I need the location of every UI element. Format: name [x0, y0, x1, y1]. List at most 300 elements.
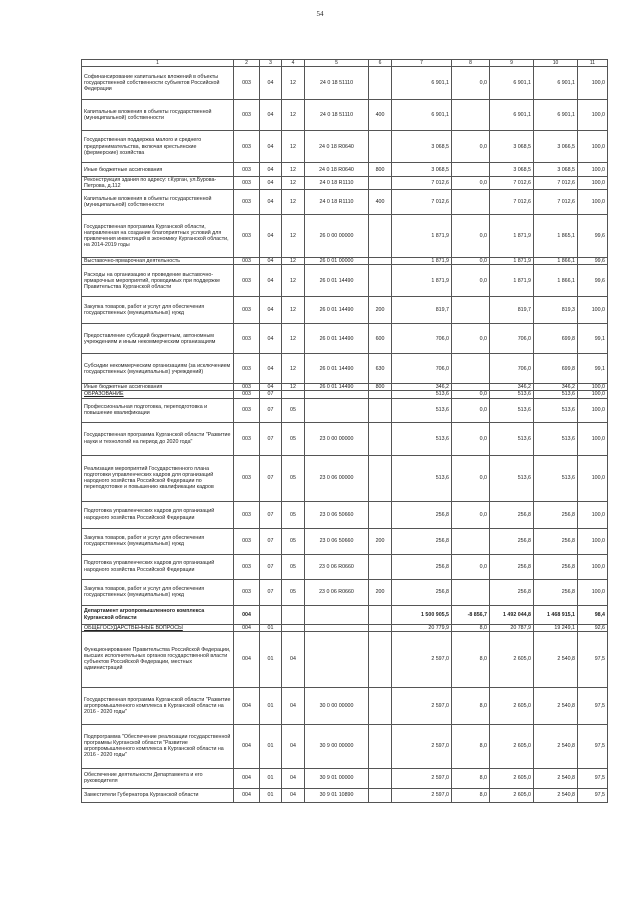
- refined-amount-cell: 1 871,9: [490, 215, 534, 258]
- expense-type-cell: 400: [369, 100, 392, 131]
- ministry-code-cell: 003: [234, 398, 260, 422]
- row-name-cell: Закупка товаров, работ и услуг для обеспечения государственных (муниципальных) нужд: [82, 579, 234, 605]
- expense-type-cell: [369, 265, 392, 297]
- ministry-code-cell: 003: [234, 455, 260, 501]
- row-name-cell: Иные бюджетные ассигнования: [82, 384, 234, 391]
- section-code-cell: [260, 605, 282, 624]
- approved-amount-cell: 1 871,9: [392, 258, 452, 265]
- percent-executed-cell: 99,1: [578, 354, 608, 384]
- percent-executed-cell: 100,0: [578, 455, 608, 501]
- executed-amount-cell: 2 540,8: [534, 788, 578, 802]
- table-row: [82, 177, 608, 190]
- change-amount-cell: 8,0: [452, 687, 490, 724]
- executed-amount-cell: 1 865,1: [534, 215, 578, 258]
- refined-amount-cell: 513,6: [490, 391, 534, 398]
- executed-amount-cell: 346,2: [534, 384, 578, 391]
- table-row: [82, 724, 608, 768]
- change-amount-cell: -8 856,7: [452, 605, 490, 624]
- table-row: [82, 554, 608, 579]
- change-amount-cell: 0,0: [452, 67, 490, 100]
- approved-amount-cell: 3 068,5: [392, 163, 452, 177]
- section-code-cell: 04: [260, 163, 282, 177]
- row-name-cell: Государственная программа Курганской области "Развитие агропромышленного комплекса в Курганской области на 2016 - 2020 годы": [82, 687, 234, 724]
- refined-amount-cell: 706,0: [490, 354, 534, 384]
- refined-amount-cell: 3 068,5: [490, 131, 534, 163]
- change-amount-cell: 0,0: [452, 324, 490, 354]
- target-article-cell: 30 9 01 10890: [305, 788, 369, 802]
- ministry-code-cell: 003: [234, 258, 260, 265]
- refined-amount-cell: 2 605,0: [490, 631, 534, 687]
- approved-amount-cell: 256,8: [392, 528, 452, 554]
- target-article-cell: 23 0 06 50660: [305, 501, 369, 528]
- table-row: [82, 788, 608, 802]
- row-name-cell: Государственная поддержка малого и среднего предпринимательства, включая крестьянские (фермерские) хозяйства: [82, 131, 234, 163]
- subsection-code-cell: 05: [282, 501, 305, 528]
- section-code-cell: 07: [260, 579, 282, 605]
- table-row: [82, 398, 608, 422]
- expense-type-cell: [369, 631, 392, 687]
- percent-executed-cell: 99,6: [578, 215, 608, 258]
- approved-amount-cell: 1 871,9: [392, 265, 452, 297]
- executed-amount-cell: 256,8: [534, 501, 578, 528]
- executed-amount-cell: 256,8: [534, 554, 578, 579]
- subsection-code-cell: [282, 391, 305, 398]
- section-code-cell: 04: [260, 265, 282, 297]
- subsection-code-cell: 05: [282, 554, 305, 579]
- executed-amount-cell: 7 012,6: [534, 177, 578, 190]
- subsection-code-cell: 04: [282, 768, 305, 788]
- target-article-cell: 30 9 01 00000: [305, 768, 369, 788]
- expense-type-cell: 800: [369, 384, 392, 391]
- section-code-cell: 07: [260, 455, 282, 501]
- executed-amount-cell: 6 901,1: [534, 100, 578, 131]
- column-number-header-row: [82, 60, 608, 67]
- row-name-cell: Реализация мероприятий Государственного плана подготовки управленческих кадров для организаций народного хозяйства Российской Федерации по переподготовке и повышению квалификации кадров: [82, 455, 234, 501]
- column-header: 3: [260, 60, 282, 67]
- change-amount-cell: 0,0: [452, 391, 490, 398]
- section-code-cell: 01: [260, 624, 282, 631]
- percent-executed-cell: 97,5: [578, 724, 608, 768]
- row-name-cell: Заместители Губернатора Курганской области: [82, 788, 234, 802]
- table-row: [82, 768, 608, 788]
- approved-amount-cell: 2 597,0: [392, 631, 452, 687]
- executed-amount-cell: 2 540,8: [534, 724, 578, 768]
- table-row: [82, 190, 608, 215]
- executed-amount-cell: 256,8: [534, 528, 578, 554]
- percent-executed-cell: 97,5: [578, 631, 608, 687]
- expense-type-cell: [369, 391, 392, 398]
- row-name-cell: Предоставление субсидий бюджетным, автономным учреждениям и иным некоммерческим организациям: [82, 324, 234, 354]
- target-article-cell: 30 9 00 00000: [305, 724, 369, 768]
- approved-amount-cell: 2 597,0: [392, 788, 452, 802]
- approved-amount-cell: 256,8: [392, 579, 452, 605]
- refined-amount-cell: 20 787,9: [490, 624, 534, 631]
- target-article-cell: 26 0 01 14490: [305, 297, 369, 324]
- change-amount-cell: 0,0: [452, 455, 490, 501]
- expense-type-cell: 200: [369, 579, 392, 605]
- column-header: 11: [578, 60, 608, 67]
- target-article-cell: 26 0 01 00000: [305, 258, 369, 265]
- section-code-cell: 04: [260, 100, 282, 131]
- subsection-code-cell: 12: [282, 190, 305, 215]
- row-name-cell: Подготовка управленческих кадров для организаций народного хозяйства Российской Федерации: [82, 501, 234, 528]
- target-article-cell: 24 0 18 R0640: [305, 163, 369, 177]
- change-amount-cell: 0,0: [452, 215, 490, 258]
- approved-amount-cell: 706,0: [392, 354, 452, 384]
- percent-executed-cell: 100,0: [578, 384, 608, 391]
- section-code-cell: 01: [260, 631, 282, 687]
- change-amount-cell: [452, 163, 490, 177]
- percent-executed-cell: 99,1: [578, 324, 608, 354]
- approved-amount-cell: 1 500 905,5: [392, 605, 452, 624]
- executed-amount-cell: 2 540,8: [534, 687, 578, 724]
- ministry-code-cell: 004: [234, 724, 260, 768]
- executed-amount-cell: 819,3: [534, 297, 578, 324]
- target-article-cell: [305, 631, 369, 687]
- table-row: [82, 265, 608, 297]
- approved-amount-cell: 513,6: [392, 391, 452, 398]
- percent-executed-cell: 100,0: [578, 100, 608, 131]
- target-article-cell: 23 0 06 R0660: [305, 554, 369, 579]
- column-header: 9: [490, 60, 534, 67]
- approved-amount-cell: 1 871,9: [392, 215, 452, 258]
- percent-executed-cell: 100,0: [578, 391, 608, 398]
- target-article-cell: 26 0 01 14490: [305, 324, 369, 354]
- table-row: [82, 354, 608, 384]
- change-amount-cell: [452, 100, 490, 131]
- change-amount-cell: 0,0: [452, 554, 490, 579]
- row-name-cell: Департамент агропромышленного комплекса Курганской области: [82, 605, 234, 624]
- page-number: 54: [316, 10, 324, 18]
- table-row: [82, 579, 608, 605]
- ministry-code-cell: 003: [234, 177, 260, 190]
- expense-type-cell: [369, 177, 392, 190]
- refined-amount-cell: 513,6: [490, 398, 534, 422]
- refined-amount-cell: 2 605,0: [490, 687, 534, 724]
- change-amount-cell: [452, 384, 490, 391]
- subsection-code-cell: 04: [282, 724, 305, 768]
- table-row: [82, 624, 608, 631]
- approved-amount-cell: 6 901,1: [392, 67, 452, 100]
- refined-amount-cell: 513,6: [490, 455, 534, 501]
- percent-executed-cell: 100,0: [578, 297, 608, 324]
- table-row: [82, 422, 608, 455]
- column-header: 7: [392, 60, 452, 67]
- expense-type-cell: [369, 554, 392, 579]
- change-amount-cell: 8,0: [452, 788, 490, 802]
- percent-executed-cell: 100,0: [578, 422, 608, 455]
- approved-amount-cell: 706,0: [392, 324, 452, 354]
- approved-amount-cell: 346,2: [392, 384, 452, 391]
- change-amount-cell: 8,0: [452, 724, 490, 768]
- subsection-code-cell: 04: [282, 687, 305, 724]
- ministry-code-cell: 004: [234, 624, 260, 631]
- refined-amount-cell: 1 871,9: [490, 258, 534, 265]
- executed-amount-cell: 3 068,5: [534, 163, 578, 177]
- percent-executed-cell: 99,6: [578, 265, 608, 297]
- row-name-cell: Субсидии некоммерческим организациям (за исключением государственных (муниципальных) учреждений): [82, 354, 234, 384]
- subsection-code-cell: 12: [282, 265, 305, 297]
- table-row: [82, 528, 608, 554]
- section-code-cell: 04: [260, 354, 282, 384]
- refined-amount-cell: 7 012,6: [490, 190, 534, 215]
- refined-amount-cell: 7 012,6: [490, 177, 534, 190]
- row-name-cell: Закупка товаров, работ и услуг для обеспечения государственных (муниципальных) нужд: [82, 297, 234, 324]
- target-article-cell: 26 0 01 14490: [305, 384, 369, 391]
- change-amount-cell: [452, 579, 490, 605]
- row-name-cell: Обеспечение деятельности Департамента и его руководителя: [82, 768, 234, 788]
- row-name-cell: Иные бюджетные ассигнования: [82, 163, 234, 177]
- refined-amount-cell: 1 492 044,8: [490, 605, 534, 624]
- change-amount-cell: 0,0: [452, 131, 490, 163]
- subsection-code-cell: 12: [282, 163, 305, 177]
- row-name-cell: ОБЩЕГОСУДАРСТВЕННЫЕ ВОПРОСЫ: [82, 624, 234, 631]
- section-code-cell: 01: [260, 724, 282, 768]
- section-code-cell: 07: [260, 398, 282, 422]
- subsection-code-cell: 12: [282, 354, 305, 384]
- percent-executed-cell: 100,0: [578, 579, 608, 605]
- row-name-cell: Реконструкция здания по адресу: г.Курган, ул.Бурова-Петрова, д.112: [82, 177, 234, 190]
- row-name-cell: Функционирование Правительства Российской Федерации, высших исполнительных органов государственной власти субъектов Российской Федерации, местных администраций: [82, 631, 234, 687]
- column-header: 8: [452, 60, 490, 67]
- expense-type-cell: [369, 768, 392, 788]
- subsection-code-cell: 12: [282, 384, 305, 391]
- ministry-code-cell: 003: [234, 554, 260, 579]
- executed-amount-cell: 513,6: [534, 422, 578, 455]
- column-header: 2: [234, 60, 260, 67]
- subsection-code-cell: 12: [282, 324, 305, 354]
- subsection-code-cell: [282, 605, 305, 624]
- ministry-code-cell: 003: [234, 131, 260, 163]
- section-code-cell: 04: [260, 324, 282, 354]
- target-article-cell: [305, 605, 369, 624]
- percent-executed-cell: 92,6: [578, 624, 608, 631]
- subsection-code-cell: [282, 624, 305, 631]
- expense-type-cell: [369, 624, 392, 631]
- expense-type-cell: 200: [369, 297, 392, 324]
- change-amount-cell: 0,0: [452, 258, 490, 265]
- section-code-cell: 07: [260, 422, 282, 455]
- approved-amount-cell: 256,8: [392, 554, 452, 579]
- ministry-code-cell: 003: [234, 163, 260, 177]
- executed-amount-cell: 2 540,8: [534, 768, 578, 788]
- subsection-code-cell: 05: [282, 398, 305, 422]
- approved-amount-cell: 7 012,6: [392, 177, 452, 190]
- change-amount-cell: 8,0: [452, 624, 490, 631]
- refined-amount-cell: 706,0: [490, 324, 534, 354]
- expense-type-cell: [369, 215, 392, 258]
- section-code-cell: 04: [260, 177, 282, 190]
- ministry-code-cell: 004: [234, 631, 260, 687]
- refined-amount-cell: 346,2: [490, 384, 534, 391]
- table-row: [82, 215, 608, 258]
- ministry-code-cell: 003: [234, 422, 260, 455]
- refined-amount-cell: 256,8: [490, 501, 534, 528]
- ministry-code-cell: 003: [234, 100, 260, 131]
- expense-type-cell: [369, 501, 392, 528]
- target-article-cell: 26 0 00 00000: [305, 215, 369, 258]
- change-amount-cell: 0,0: [452, 501, 490, 528]
- percent-executed-cell: 100,0: [578, 501, 608, 528]
- row-name-cell: Профессиональная подготовка, переподготовка и повышение квалификации: [82, 398, 234, 422]
- refined-amount-cell: 6 901,1: [490, 100, 534, 131]
- row-name-cell: Закупка товаров, работ и услуг для обеспечения государственных (муниципальных) нужд: [82, 528, 234, 554]
- row-name-cell: Подготовка управленческих кадров для организаций народного хозяйства Российской Федерации: [82, 554, 234, 579]
- ministry-code-cell: 004: [234, 788, 260, 802]
- approved-amount-cell: 7 012,6: [392, 190, 452, 215]
- table-row: [82, 131, 608, 163]
- ministry-code-cell: 003: [234, 215, 260, 258]
- approved-amount-cell: 513,6: [392, 398, 452, 422]
- column-header: 1: [82, 60, 234, 67]
- expense-type-cell: [369, 258, 392, 265]
- expense-type-cell: 800: [369, 163, 392, 177]
- percent-executed-cell: 100,0: [578, 554, 608, 579]
- section-code-cell: 07: [260, 528, 282, 554]
- ministry-code-cell: 003: [234, 354, 260, 384]
- ministry-code-cell: 003: [234, 324, 260, 354]
- approved-amount-cell: 2 597,0: [392, 768, 452, 788]
- section-code-cell: 07: [260, 501, 282, 528]
- table-row: [82, 100, 608, 131]
- percent-executed-cell: 97,5: [578, 687, 608, 724]
- table-row: [82, 501, 608, 528]
- expense-type-cell: 630: [369, 354, 392, 384]
- target-article-cell: 24 0 18 R1110: [305, 177, 369, 190]
- section-code-cell: 04: [260, 131, 282, 163]
- subsection-code-cell: 12: [282, 67, 305, 100]
- percent-executed-cell: 100,0: [578, 190, 608, 215]
- row-name-cell: Капитальные вложения в объекты государственной (муниципальной) собственности: [82, 190, 234, 215]
- section-code-cell: 07: [260, 554, 282, 579]
- expense-type-cell: [369, 605, 392, 624]
- change-amount-cell: 0,0: [452, 398, 490, 422]
- approved-amount-cell: 20 779,9: [392, 624, 452, 631]
- target-article-cell: [305, 398, 369, 422]
- executed-amount-cell: 19 249,1: [534, 624, 578, 631]
- refined-amount-cell: 2 605,0: [490, 724, 534, 768]
- subsection-code-cell: 04: [282, 631, 305, 687]
- target-article-cell: 24 0 18 R1110: [305, 190, 369, 215]
- subsection-code-cell: 05: [282, 528, 305, 554]
- ministry-code-cell: 003: [234, 528, 260, 554]
- executed-amount-cell: 699,8: [534, 324, 578, 354]
- row-name-cell: Подпрограмма "Обеспечение реализации государственной программы Курганской области "Развитие агропромышленного комплекса в Курганской области на 2016 - 2020 годы": [82, 724, 234, 768]
- row-name-cell: Государственная программа Курганской области, направленная на создание благоприятных условий для привлечения инвестиций в экономику Курганской области, на 2014-2019 годы: [82, 215, 234, 258]
- change-amount-cell: 0,0: [452, 177, 490, 190]
- change-amount-cell: [452, 190, 490, 215]
- expense-type-cell: [369, 131, 392, 163]
- ministry-code-cell: 003: [234, 501, 260, 528]
- subsection-code-cell: 12: [282, 131, 305, 163]
- subsection-code-cell: 05: [282, 455, 305, 501]
- change-amount-cell: [452, 297, 490, 324]
- approved-amount-cell: 3 068,5: [392, 131, 452, 163]
- section-code-cell: 01: [260, 768, 282, 788]
- section-code-cell: 04: [260, 215, 282, 258]
- expense-type-cell: 600: [369, 324, 392, 354]
- table-row: [82, 455, 608, 501]
- executed-amount-cell: 513,6: [534, 391, 578, 398]
- approved-amount-cell: 2 597,0: [392, 724, 452, 768]
- section-code-cell: 04: [260, 258, 282, 265]
- approved-amount-cell: 819,7: [392, 297, 452, 324]
- row-name-cell: Выставочно-ярмарочная деятельность: [82, 258, 234, 265]
- subsection-code-cell: 12: [282, 297, 305, 324]
- ministry-code-cell: 004: [234, 687, 260, 724]
- refined-amount-cell: 6 901,1: [490, 67, 534, 100]
- expense-type-cell: 400: [369, 190, 392, 215]
- percent-executed-cell: 100,0: [578, 67, 608, 100]
- change-amount-cell: 8,0: [452, 631, 490, 687]
- target-article-cell: 23 0 06 50660: [305, 528, 369, 554]
- subsection-code-cell: 05: [282, 579, 305, 605]
- column-header: 10: [534, 60, 578, 67]
- executed-amount-cell: 699,8: [534, 354, 578, 384]
- expense-type-cell: [369, 724, 392, 768]
- ministry-code-cell: 003: [234, 579, 260, 605]
- target-article-cell: 24 0 18 R0640: [305, 131, 369, 163]
- percent-executed-cell: 100,0: [578, 163, 608, 177]
- row-name-cell: ОБРАЗОВАНИЕ: [82, 391, 234, 398]
- expense-type-cell: 200: [369, 528, 392, 554]
- percent-executed-cell: 100,0: [578, 131, 608, 163]
- percent-executed-cell: 100,0: [578, 177, 608, 190]
- refined-amount-cell: 2 605,0: [490, 788, 534, 802]
- ministry-code-cell: 003: [234, 67, 260, 100]
- target-article-cell: [305, 624, 369, 631]
- refined-amount-cell: 819,7: [490, 297, 534, 324]
- percent-executed-cell: 100,0: [578, 528, 608, 554]
- subsection-code-cell: 12: [282, 215, 305, 258]
- percent-executed-cell: 98,4: [578, 605, 608, 624]
- approved-amount-cell: 6 901,1: [392, 100, 452, 131]
- executed-amount-cell: 513,6: [534, 398, 578, 422]
- change-amount-cell: 0,0: [452, 265, 490, 297]
- refined-amount-cell: 1 871,9: [490, 265, 534, 297]
- target-article-cell: 24 0 18 51110: [305, 67, 369, 100]
- subsection-code-cell: 05: [282, 422, 305, 455]
- section-code-cell: 04: [260, 384, 282, 391]
- refined-amount-cell: 2 605,0: [490, 768, 534, 788]
- table-row: [82, 258, 608, 265]
- ministry-code-cell: 003: [234, 391, 260, 398]
- table-row: [82, 605, 608, 624]
- table-row: [82, 163, 608, 177]
- approved-amount-cell: 2 597,0: [392, 687, 452, 724]
- percent-executed-cell: 100,0: [578, 398, 608, 422]
- change-amount-cell: 0,0: [452, 422, 490, 455]
- expense-type-cell: [369, 422, 392, 455]
- section-code-cell: 07: [260, 391, 282, 398]
- column-header: 4: [282, 60, 305, 67]
- refined-amount-cell: 256,8: [490, 579, 534, 605]
- budget-table: [81, 59, 608, 803]
- approved-amount-cell: 513,6: [392, 422, 452, 455]
- expense-type-cell: [369, 67, 392, 100]
- row-name-cell: Капитальные вложения в объекты государственной (муниципальной) собственности: [82, 100, 234, 131]
- table-row: [82, 297, 608, 324]
- percent-executed-cell: 97,5: [578, 768, 608, 788]
- target-article-cell: 23 0 00 00000: [305, 422, 369, 455]
- row-name-cell: Государственная программа Курганской области "Развитие науки и технологий на период до 2020 года": [82, 422, 234, 455]
- change-amount-cell: [452, 528, 490, 554]
- expense-type-cell: [369, 455, 392, 501]
- expense-type-cell: [369, 788, 392, 802]
- table-row: [82, 687, 608, 724]
- executed-amount-cell: 1 866,1: [534, 265, 578, 297]
- column-header: 5: [305, 60, 369, 67]
